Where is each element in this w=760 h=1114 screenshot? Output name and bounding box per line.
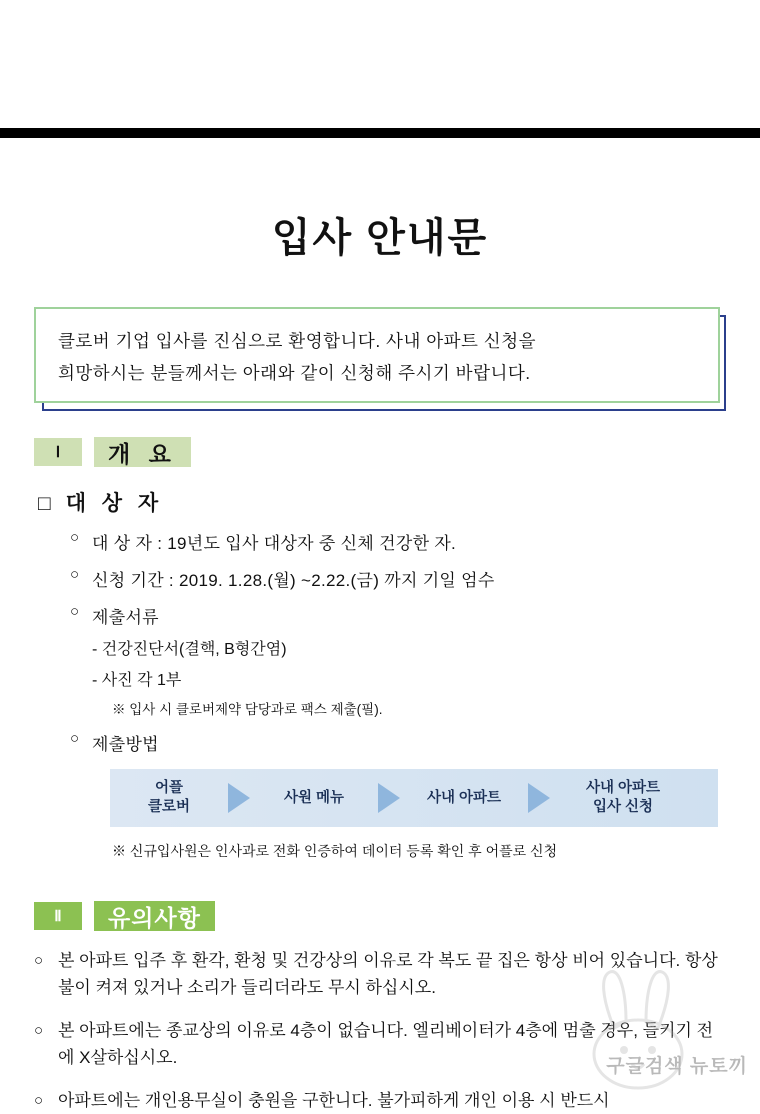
submission-flow-diagram bbox=[110, 769, 718, 827]
intro-line-1: 클로버 기업 입사를 진심으로 환영합니다. 사내 아파트 신청을 bbox=[58, 331, 537, 351]
intro-box bbox=[34, 307, 720, 403]
list-item bbox=[70, 529, 760, 554]
intro-line-2: 희망하시는 분들께서는 아래와 같이 신청해 주시기 바랍니다. bbox=[58, 363, 531, 383]
subsection-label: 대 상 자 bbox=[65, 492, 164, 515]
submission-note: ※ 입사 시 클로버제약 담당과로 팩스 제출(필). bbox=[112, 702, 383, 717]
section-number-2: Ⅱ bbox=[34, 902, 82, 930]
intro-box-inner bbox=[34, 307, 720, 403]
circle-bullet-icon: ○ bbox=[34, 1022, 44, 1039]
list-item bbox=[70, 730, 760, 755]
section-heading-2 bbox=[34, 901, 760, 931]
notice-paragraph bbox=[34, 947, 724, 1001]
arrow-right-icon bbox=[528, 783, 550, 813]
section-title-1: 개 요 bbox=[94, 437, 191, 467]
flow-step-3: 사내 아파트 bbox=[426, 789, 502, 806]
section-title-2: 유의사항 bbox=[94, 901, 215, 931]
flow-step-4: 사내 아파트 입사 신청 bbox=[585, 780, 661, 815]
list-item bbox=[70, 603, 760, 628]
watermark-text: 구글검색 뉴토끼 bbox=[606, 1056, 748, 1077]
list-item-text: 제출방법 bbox=[92, 735, 159, 754]
section-heading-1 bbox=[34, 437, 760, 467]
circle-bullet-icon: ○ bbox=[34, 952, 44, 969]
circle-bullet-icon: ○ bbox=[70, 529, 80, 546]
notice-text: 본 아파트에는 종교상의 이유로 4층이 없습니다. 엘리베이터가 4층에 멈출 경우, 들키기 전에 X살하십시오. bbox=[58, 1021, 714, 1067]
list-item-text: 제출서류 bbox=[92, 608, 159, 627]
square-bullet-icon: □ bbox=[38, 492, 56, 515]
flow-step-1: 어플 클로버 bbox=[147, 780, 191, 815]
sub-list-item: - 건강진단서(결핵, B형간염) bbox=[92, 641, 287, 658]
page-title: 입사 안내문 bbox=[271, 216, 489, 260]
list-item bbox=[70, 566, 760, 591]
flow-step-2: 사원 메뉴 bbox=[283, 789, 345, 806]
sub-list-item: - 사진 각 1부 bbox=[92, 672, 182, 689]
notice-text: 아파트에는 개인용무실이 충원을 구한니다. 불가피하게 개인 이용 시 반드시 bbox=[58, 1091, 610, 1110]
circle-bullet-icon: ○ bbox=[34, 1092, 44, 1109]
top-blank-area bbox=[0, 0, 760, 128]
flow-note: ※ 신규입사원은 인사과로 전화 인증하여 데이터 등록 확인 후 어플로 신청 bbox=[112, 843, 558, 859]
list-item-text: 대 상 자 : 19년도 입사 대상자 중 신체 건강한 자. bbox=[92, 534, 457, 553]
list-item-text: 신청 기간 : 2019. 1.28.(월) ~2.22.(금) 까지 기일 엄수 bbox=[92, 571, 495, 590]
section-number-1: Ⅰ bbox=[34, 438, 82, 466]
document-page bbox=[0, 138, 760, 1110]
subsection-heading-target bbox=[38, 487, 760, 517]
notice-paragraph bbox=[34, 1087, 724, 1110]
notice-text: 본 아파트 입주 후 환각, 환청 및 건강상의 이유로 각 복도 끝 집은 항상 비어 있습니다. 항상 불이 켜져 있거나 소리가 들리더라도 무시 하십시오. bbox=[58, 951, 718, 997]
arrow-right-icon bbox=[378, 783, 400, 813]
circle-bullet-icon: ○ bbox=[70, 566, 80, 583]
circle-bullet-icon: ○ bbox=[70, 603, 80, 620]
arrow-right-icon bbox=[228, 783, 250, 813]
circle-bullet-icon: ○ bbox=[70, 730, 80, 747]
black-divider-bar bbox=[0, 128, 760, 138]
